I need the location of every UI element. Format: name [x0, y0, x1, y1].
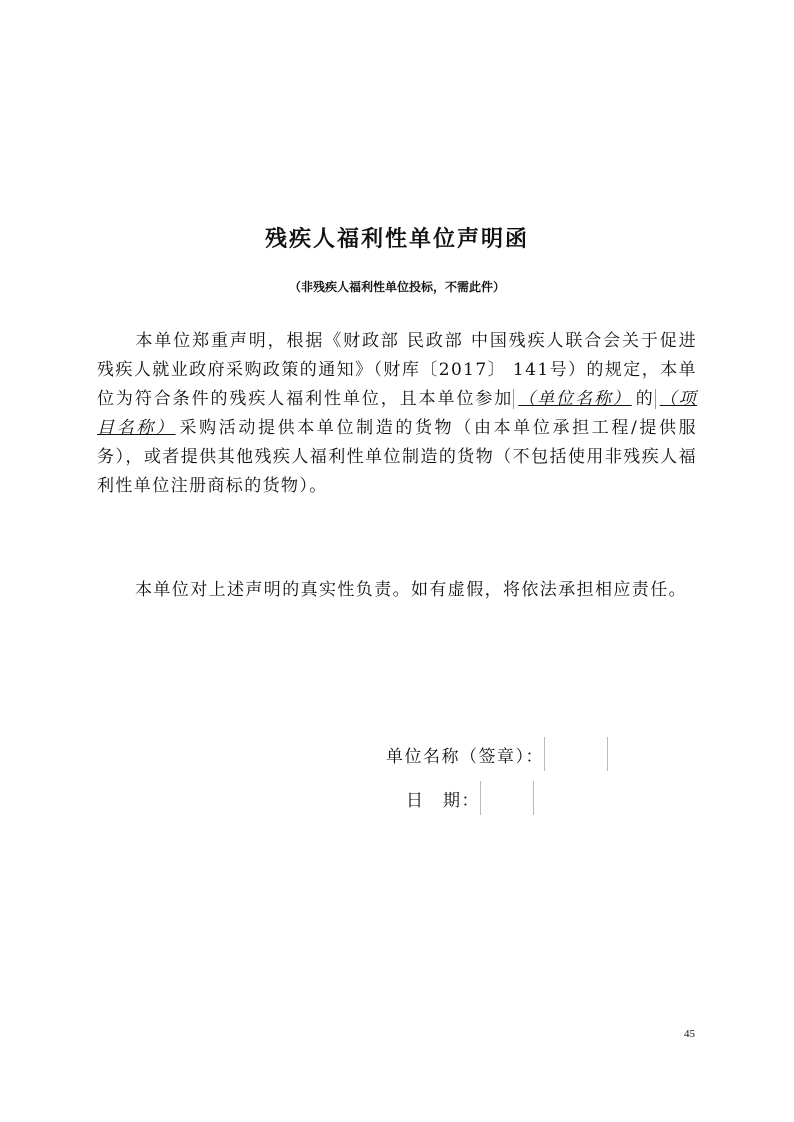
unit-signature-field[interactable]	[544, 737, 608, 771]
unit-name-blank[interactable]: （单位名称）	[513, 389, 636, 409]
unit-signature-label: 单位名称（签章）：	[386, 747, 544, 767]
unit-signature-row	[386, 742, 608, 771]
declaration-paragraph	[97, 327, 697, 501]
responsibility-paragraph	[97, 576, 697, 605]
declaration-text-1: 本单位郑重声明，根据《财政部 民政部 中国残疾人联合会关于促进残疾人就业政府采购政策的通知》（财库〔2017〕 141号）的规定，本单位为符合条件的残疾人福利性单位，且本单位参加	[97, 331, 697, 409]
declaration-text-2: 的	[635, 389, 655, 409]
document-subtitle: （非残疾人福利性单位投标，不需此件）	[288, 280, 505, 294]
declaration-text-3: 采购活动提供本单位制造的货物（由本单位承担工程/提供服务），或者提供其他残疾人福利性单位制造的货物（不包括使用非残疾人福利性单位注册商标的货物）。	[97, 418, 697, 496]
date-label: 日 期：	[406, 791, 480, 811]
responsibility-text: 本单位对上述声明的真实性负责。如有虚假，将依法承担相应责任。	[135, 580, 687, 600]
date-row	[406, 786, 534, 815]
page-number: 45	[684, 1028, 695, 1040]
document-title: 残疾人福利性单位声明函	[264, 227, 529, 252]
project-name-blank[interactable]: （项目名称）	[97, 389, 697, 438]
date-field[interactable]	[480, 781, 534, 815]
